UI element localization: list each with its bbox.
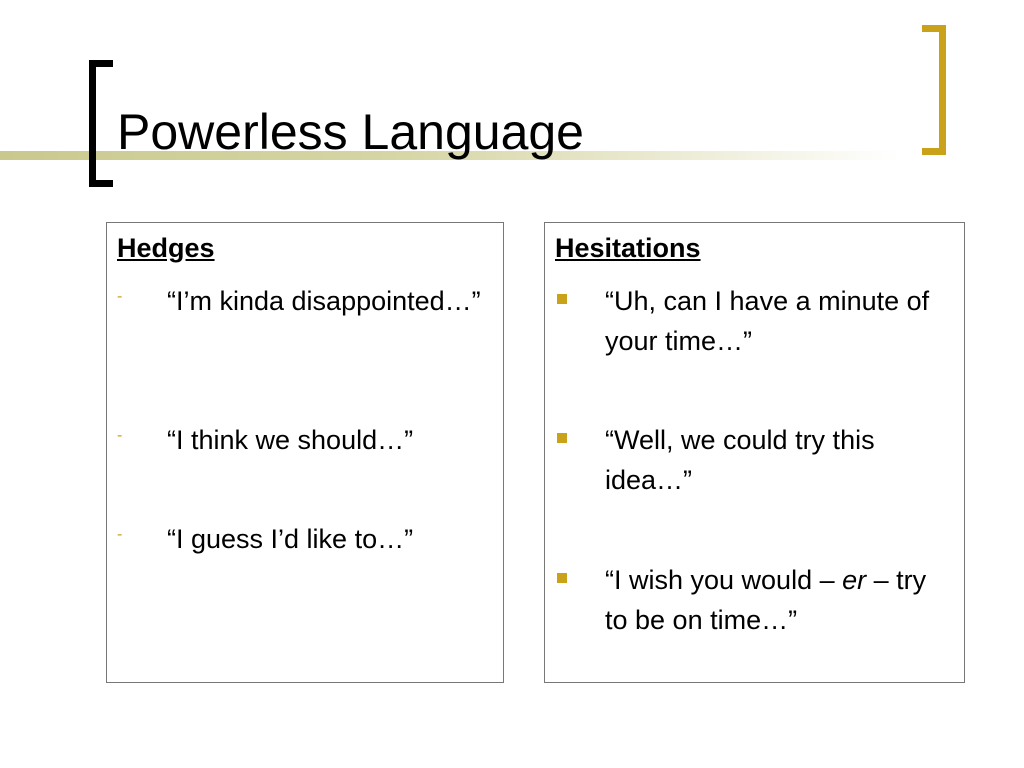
list-item-text: “Well, we could try this idea…” [605,425,875,495]
hedges-heading: Hedges [117,233,215,263]
list-item-text: “I guess I’d like to…” [167,524,414,554]
list-item-text: “Uh, can I have a minute of your time…” [605,286,930,356]
square-bullet-icon [557,573,567,583]
list-item-text [605,560,955,640]
right-bracket-decoration [922,25,946,155]
list-item-text: “I’m kinda disappointed…” [167,286,481,316]
square-bullet-icon [557,433,567,443]
hesitations-heading: Hesitations [555,233,701,263]
dash-bullet-icon: - [117,288,123,305]
dash-bullet-icon: - [117,526,123,543]
emphasis-word: er [842,565,867,595]
dash-bullet-icon: - [117,427,123,444]
page-title: Powerless Language [117,104,584,160]
list-item-text-end: – try to be on time…” [605,565,927,635]
hesitations-panel [544,222,965,683]
list-item-text: “I think we should…” [167,425,414,455]
list-item-text-start: “I wish you would – [605,565,843,595]
hedges-panel [106,222,504,683]
left-bracket-decoration [89,60,113,187]
square-bullet-icon [557,294,567,304]
